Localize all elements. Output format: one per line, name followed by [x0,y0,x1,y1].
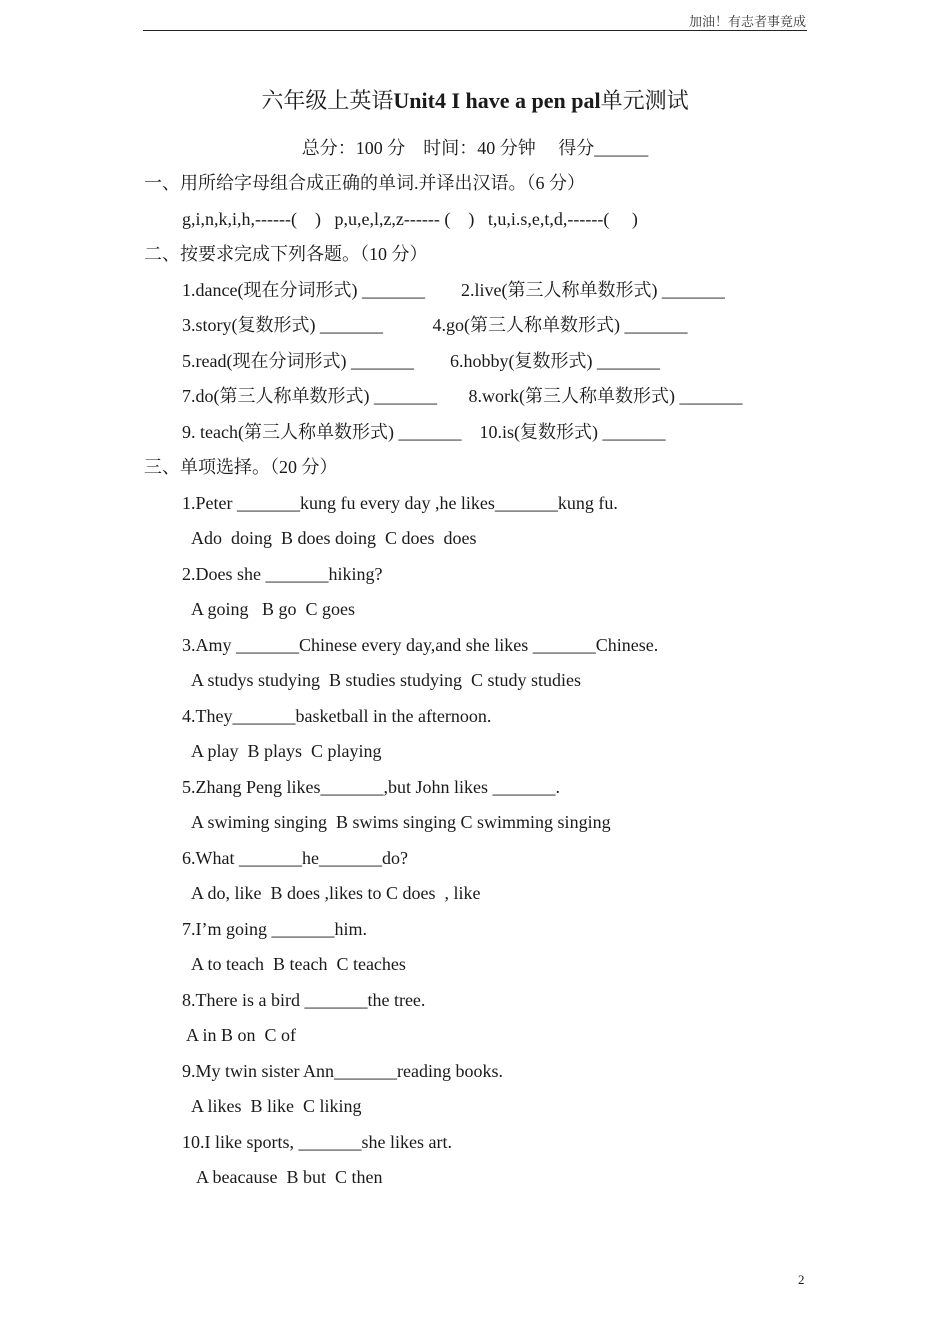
section3-heading: 三、单项选择。（20 分） [144,457,338,477]
question-options: A to teach B teach C teaches [191,954,406,974]
question-options: A beacause B but C then [196,1167,383,1187]
question-options: A likes B like C liking [191,1096,362,1116]
question-text: 9.My twin sister Ann_______reading books. [182,1061,503,1081]
question-options: A studys studying B studies studying C study studies [191,670,582,690]
question-text: 10.I like sports, _______she likes art. [182,1132,452,1152]
score-info-line: 总分：100 分 时间：40 分钟 得分______ [301,138,649,158]
section1-letters-line: g,i,n,k,i,h,------( ) p,u,e,l,z,z------ ( ) t,u,i.s,e,t,d,------( ) [182,209,638,229]
question-text: 7.I’m going _______him. [182,919,367,939]
section2-row: 9. teach(第三人称单数形式) _______ 10.is(复数形式) _______ [182,422,666,442]
question-text: 4.They_______basketball in the afternoon. [182,706,492,726]
question-options: A in B on C of [186,1025,297,1045]
question-text: 8.There is a bird _______the tree. [182,990,426,1010]
section2-row: 1.dance(现在分词形式) _______ 2.live(第三人称单数形式) _______ [182,280,725,300]
question-options: A swiming singing B swims singing C swimming singing [191,812,611,832]
section1-heading: 一、用所给字母组合成正确的单词.并译出汉语。（6 分） [144,173,585,193]
question-text: 6.What _______he_______do? [182,848,408,868]
page-number: 2 [798,1272,805,1287]
question-text: 1.Peter _______kung fu every day ,he likes_______kung fu. [182,493,618,513]
title-part1: 六年级上英语 [261,88,394,113]
header-divider [143,30,807,31]
title-part3: 单元测试 [600,88,689,113]
page-title [0,84,950,115]
question-options: A going B go C goes [191,599,356,619]
question-options: A do, like B does ,likes to C does , like [191,883,481,903]
section2-row: 7.do(第三人称单数形式) _______ 8.work(第三人称单数形式) _______ [182,386,743,406]
section2-row: 5.read(现在分词形式) _______ 6.hobby(复数形式) _______ [182,351,660,371]
section2-heading: 二、按要求完成下列各题。（10 分） [144,244,428,264]
question-text: 2.Does she _______hiking? [182,564,383,584]
question-options: A play B plays C playing [191,741,382,761]
question-text: 3.Amy _______Chinese every day,and she likes _______Chinese. [182,635,659,655]
title-part2: Unit4 I have a pen pal [393,88,601,113]
section2-row: 3.story(复数形式) _______ 4.go(第三人称单数形式) _______ [182,315,688,335]
question-text: 5.Zhang Peng likes_______,but John likes _______. [182,777,560,797]
header-motto: 加油！有志者事竟成 [688,14,806,29]
question-options: Ado doing B does doing C does does [191,528,477,548]
